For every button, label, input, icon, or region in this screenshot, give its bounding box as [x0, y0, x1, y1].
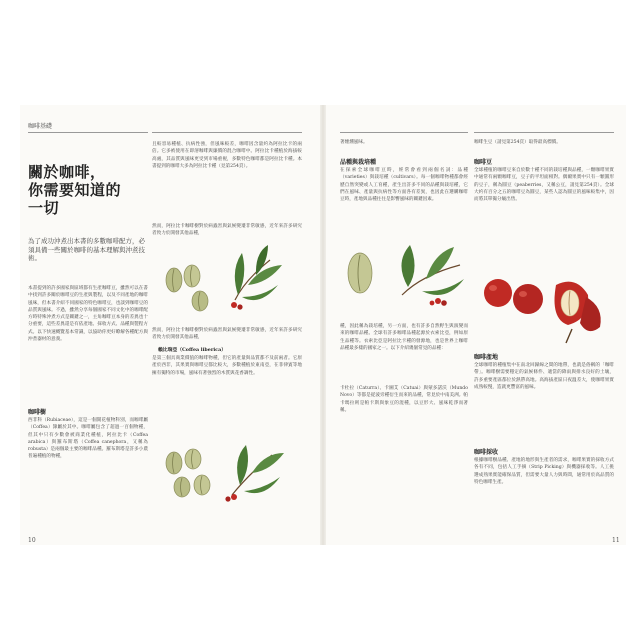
section-label: 咖啡基礎: [28, 123, 53, 130]
body-text: 且較容易種植、抗病性強，但風味較差，咖啡因含量約為阿拉比卡的兩倍。它多被使用在即溶咖啡與廉價的混合咖啡中。阿拉比卡種植於海拔較高處，其品質與風味更受到市場重視，多數特色咖啡都是阿拉比卡種。本書提到的咖啡大多為阿拉比卡種（見第254頁）。: [152, 142, 302, 169]
header-rule: [152, 132, 302, 133]
cut-cherry-icon: [555, 282, 601, 343]
header-rule: [340, 132, 468, 133]
body-text: 全球咖啡的種植集中在南北回歸線之間的地帶，也就是俗稱的「咖啡帶」。咖啡樹需要穩定的氣候條件、適當的降雨與排水良好的土壤，許多重要產區都位於熱帶高地。高海拔產區日夜溫差大，使咖啡果實成熟較慢，造就更豐富的風味。: [474, 363, 614, 390]
body-text: 全球種植的咖啡豆來自於數十種不同的栽培種與品種，一顆咖啡果實中通常有兩顆咖啡豆，豆子的平坦面相對。偶爾果實中只有一顆圓形的豆子，稱為圓豆（peaberries，又稱公豆，請見第254頁）。全球大約有百分之五的咖啡豆為圓豆，某些人認為圓豆的風味較集中，因而將其單獨分級出售。: [474, 168, 614, 203]
variety-beans-illustration: [342, 235, 468, 315]
body-text: 然而，阿拉比卡咖啡樹對於病蟲害與氣候變遷非常敏感，近年來許多研究者致力於開發其他品種，: [152, 328, 302, 341]
coffee-leaves-icon: [225, 445, 284, 502]
body-text: 著煙燻風味。: [340, 140, 368, 145]
coffee-leaves-icon: [401, 245, 464, 306]
body-text: 是第三個具商業價值的咖啡物種，但它的產量與品質都不及前兩者。它原產於西非，其果實與咖啡豆都比較大，多數種植於東南亞，在菲律賓等地擁有獨特的市場，風味有著強烈的木質與花香調性。: [152, 356, 302, 376]
body-text: 本書提到的許多國家與區域都有生產咖啡豆，雖然可以在書中找到許多關於咖啡豆的生產與製程，以及不同產地的咖啡風味，但本書介紹不同國家的特色咖啡豆，也談到咖啡豆的品質與風味。不過，雖然分享每個國家不同文化中的咖啡配方時特殊沖煮方式是關鍵之一，主角咖啡豆本身的差異也十分重要，這些差異還是有依產地、採收方式、品種與製程方式。以下快速概覽基本常識，以協助你更好瞭解各種配方與沖煮器材的意義。: [28, 286, 148, 343]
subhead-coffee-origin: 咖啡產地: [474, 354, 499, 361]
coffee-cherry-icon: [513, 284, 543, 314]
page-number: 10: [28, 537, 36, 544]
body-text: 種，因此稱為栽培種，另一方面，也有許多自然野生與演變而來的咖啡品種。全球有許多咖啡品種起源於衣索比亞，例如原生品種等。衣索比亞是阿拉比卡種的發源地，也是世界上咖啡品種最多樣的國家之一。以下介紹幾個常見的品種：: [340, 324, 468, 351]
body-text: 卡杜拉（Caturra）、卡圖艾（Catuai）與蒙多諾沃（Mundo Novo）等都是從波旁種衍生而來的品種，常見於中南美洲。帕卡瑪拉則是帕卡斯與象豆的混種，以豆形大、風味乾淨而著稱。: [340, 386, 468, 413]
liberica-beans-illustration: [160, 435, 290, 515]
page-title: 關於咖啡， 你需要知道的 一切: [28, 163, 122, 217]
green-bean-icon: [174, 477, 190, 497]
green-bean-icon: [194, 475, 210, 495]
green-bean-icon: [166, 452, 182, 474]
intro-paragraph: 為了成功沖煮出本書的多數咖啡配方，必須具備一些關於咖啡的基本理解與沖煮技術。: [28, 237, 145, 262]
body-text: 在探索全球咖啡豆時，經常會看到兩個名詞：品種（varieties）與栽培種（cultivars）。每一個咖啡物種都會經歷自然突變或人工育種，產生出許多不同的品種與栽培種，它們在風味、產量與抗病性等方面各有差異，也因此在選購咖啡豆時，產地與品種往往是影響風味的關鍵因素。: [340, 168, 468, 203]
coffee-leaves-icon: [231, 245, 282, 310]
green-bean-icon: [166, 268, 182, 292]
green-bean-icon: [348, 253, 372, 293]
green-coffee-beans-illustration: [160, 245, 290, 325]
subhead-liberica: 賴比瑞亞（Coffea liberica）: [158, 347, 226, 353]
subhead-coffee-cherry: 咖啡豆: [474, 159, 493, 166]
header-rule: [28, 132, 148, 133]
subhead-coffee-harvest: 咖啡採收: [474, 449, 499, 456]
body-text: 咖啡生豆（請見第254頁）取得最高標價。: [474, 140, 561, 145]
header-rule: [474, 132, 614, 133]
right-page: [326, 105, 626, 545]
body-text: 根據咖啡樹品種、產地的地形與生產者的需求，咖啡果實的採收方式各有不同，包括人工手摘（Strip Picking）與機器採收等。人工挑選成熟果實能確保品質，但需要大量人力與時間，通常用於高品質的特色咖啡生產。: [474, 458, 614, 485]
page-number: 11: [612, 537, 620, 544]
subhead-varieties: 品種與栽培種: [340, 159, 377, 166]
subhead-coffee-tree: 咖啡樹: [28, 409, 47, 416]
left-page: [20, 105, 320, 545]
body-text: 西非科（Rubiaceae），這是一個開花植物科別，而咖啡屬（Coffea）隸屬於其中。咖啡屬包含了超過一百個物種，但其中只有少數會被商業化種植，阿拉比卡（Coffea arabica）與羅布斯塔（Coffea canephora，又稱為robusta）是兩個最主要的咖啡品種。羅布斯塔是許多小農普遍種植的物種，: [28, 418, 148, 460]
coffee-cherries-illustration: [476, 267, 610, 347]
coffee-cherry-icon: [484, 279, 512, 307]
book-spread: [20, 105, 626, 545]
green-bean-icon: [192, 291, 208, 311]
body-text: 然而，阿拉比卡咖啡樹對於病蟲害與氣候變遷非常敏感，近年來許多研究者致力於開發其他品種，: [152, 224, 302, 237]
green-bean-icon: [184, 265, 200, 287]
green-bean-icon: [185, 449, 201, 469]
